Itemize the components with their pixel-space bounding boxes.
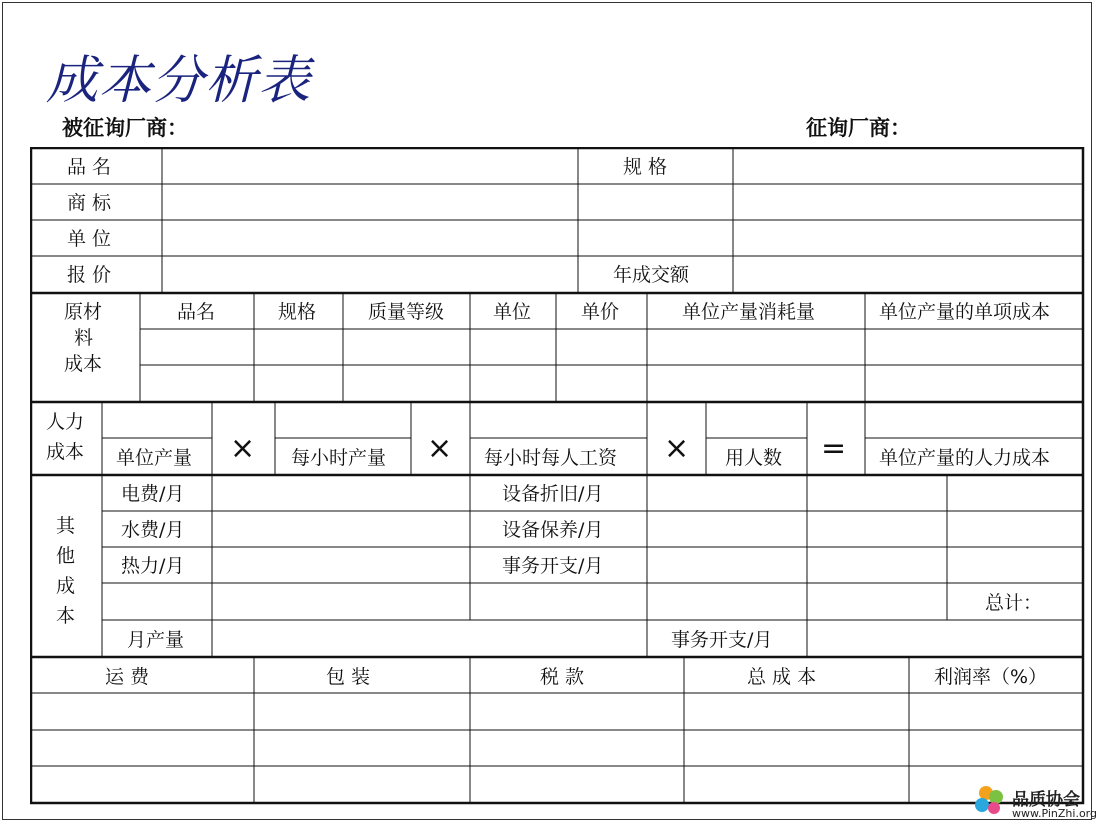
raw-col-item-cost: 单位产量的单项成本 <box>879 301 1051 323</box>
times-sign-1: × <box>230 431 256 466</box>
other-depreciation: 设备折旧/月 <box>502 483 604 505</box>
labor-label-1: 人力 <box>46 411 85 433</box>
other-maintenance: 设备保养/月 <box>502 519 604 541</box>
raw-col-grade: 质量等级 <box>368 301 445 323</box>
other-office-2: 事务开支/月 <box>671 629 773 651</box>
raw-label-3: 成本 <box>64 353 103 375</box>
logo-url: www.PinZhi.org <box>1012 807 1097 820</box>
logo-name: 品质协会 <box>1012 790 1080 810</box>
labor-headcount: 用人数 <box>725 447 783 469</box>
page-title: 成本分析表 <box>46 51 312 111</box>
other-label-2: 他 <box>56 545 76 567</box>
flower-icon <box>972 783 1010 819</box>
times-sign-2: × <box>427 431 453 466</box>
times-sign-3: × <box>664 431 690 466</box>
raw-label-1: 原材 <box>64 301 103 323</box>
raw-col-price: 单价 <box>581 301 620 323</box>
inquiring-vendor-label: 征询厂商： <box>806 115 911 140</box>
raw-col-unit: 单位 <box>493 301 532 323</box>
bottom-tax: 税 款 <box>540 666 585 688</box>
cost-table <box>30 147 1086 807</box>
other-total: 总计： <box>985 592 1043 614</box>
labor-unit-output: 单位产量 <box>116 447 193 469</box>
other-heat: 热力/月 <box>121 555 185 577</box>
other-monthly-output: 月产量 <box>127 629 185 651</box>
labor-cost-per-unit: 单位产量的人力成本 <box>879 447 1051 469</box>
other-electricity: 电费/月 <box>121 483 185 505</box>
pinzhi-logo <box>972 783 1097 823</box>
label-trademark: 商 标 <box>67 192 112 214</box>
raw-col-consumption: 单位产量消耗量 <box>682 301 816 323</box>
label-unit: 单 位 <box>67 228 112 250</box>
other-label-4: 本 <box>56 605 76 627</box>
bottom-total-cost: 总 成 本 <box>747 666 817 688</box>
label-annual-volume: 年成交额 <box>613 264 690 286</box>
labor-hourly-wage: 每小时每人工资 <box>484 447 618 469</box>
bottom-profit-rate: 利润率（%） <box>934 666 1048 688</box>
label-quote: 报 价 <box>67 264 112 286</box>
label-spec: 规 格 <box>623 156 668 178</box>
bottom-freight: 运 费 <box>105 666 150 688</box>
other-water: 水费/月 <box>121 519 185 541</box>
labor-hourly-output: 每小时产量 <box>291 447 387 469</box>
raw-label-2: 料 <box>74 327 94 349</box>
bottom-packaging: 包 装 <box>326 666 371 688</box>
raw-col-name: 品名 <box>177 301 216 323</box>
label-product-name: 品 名 <box>67 156 112 178</box>
other-label-1: 其 <box>56 515 76 537</box>
inquired-vendor-label: 被征询厂商： <box>62 115 188 140</box>
other-label-3: 成 <box>56 575 76 597</box>
raw-col-spec: 规格 <box>278 301 317 323</box>
equals-sign: = <box>821 431 847 466</box>
labor-label-2: 成本 <box>46 441 85 463</box>
other-office-1: 事务开支/月 <box>502 555 604 577</box>
